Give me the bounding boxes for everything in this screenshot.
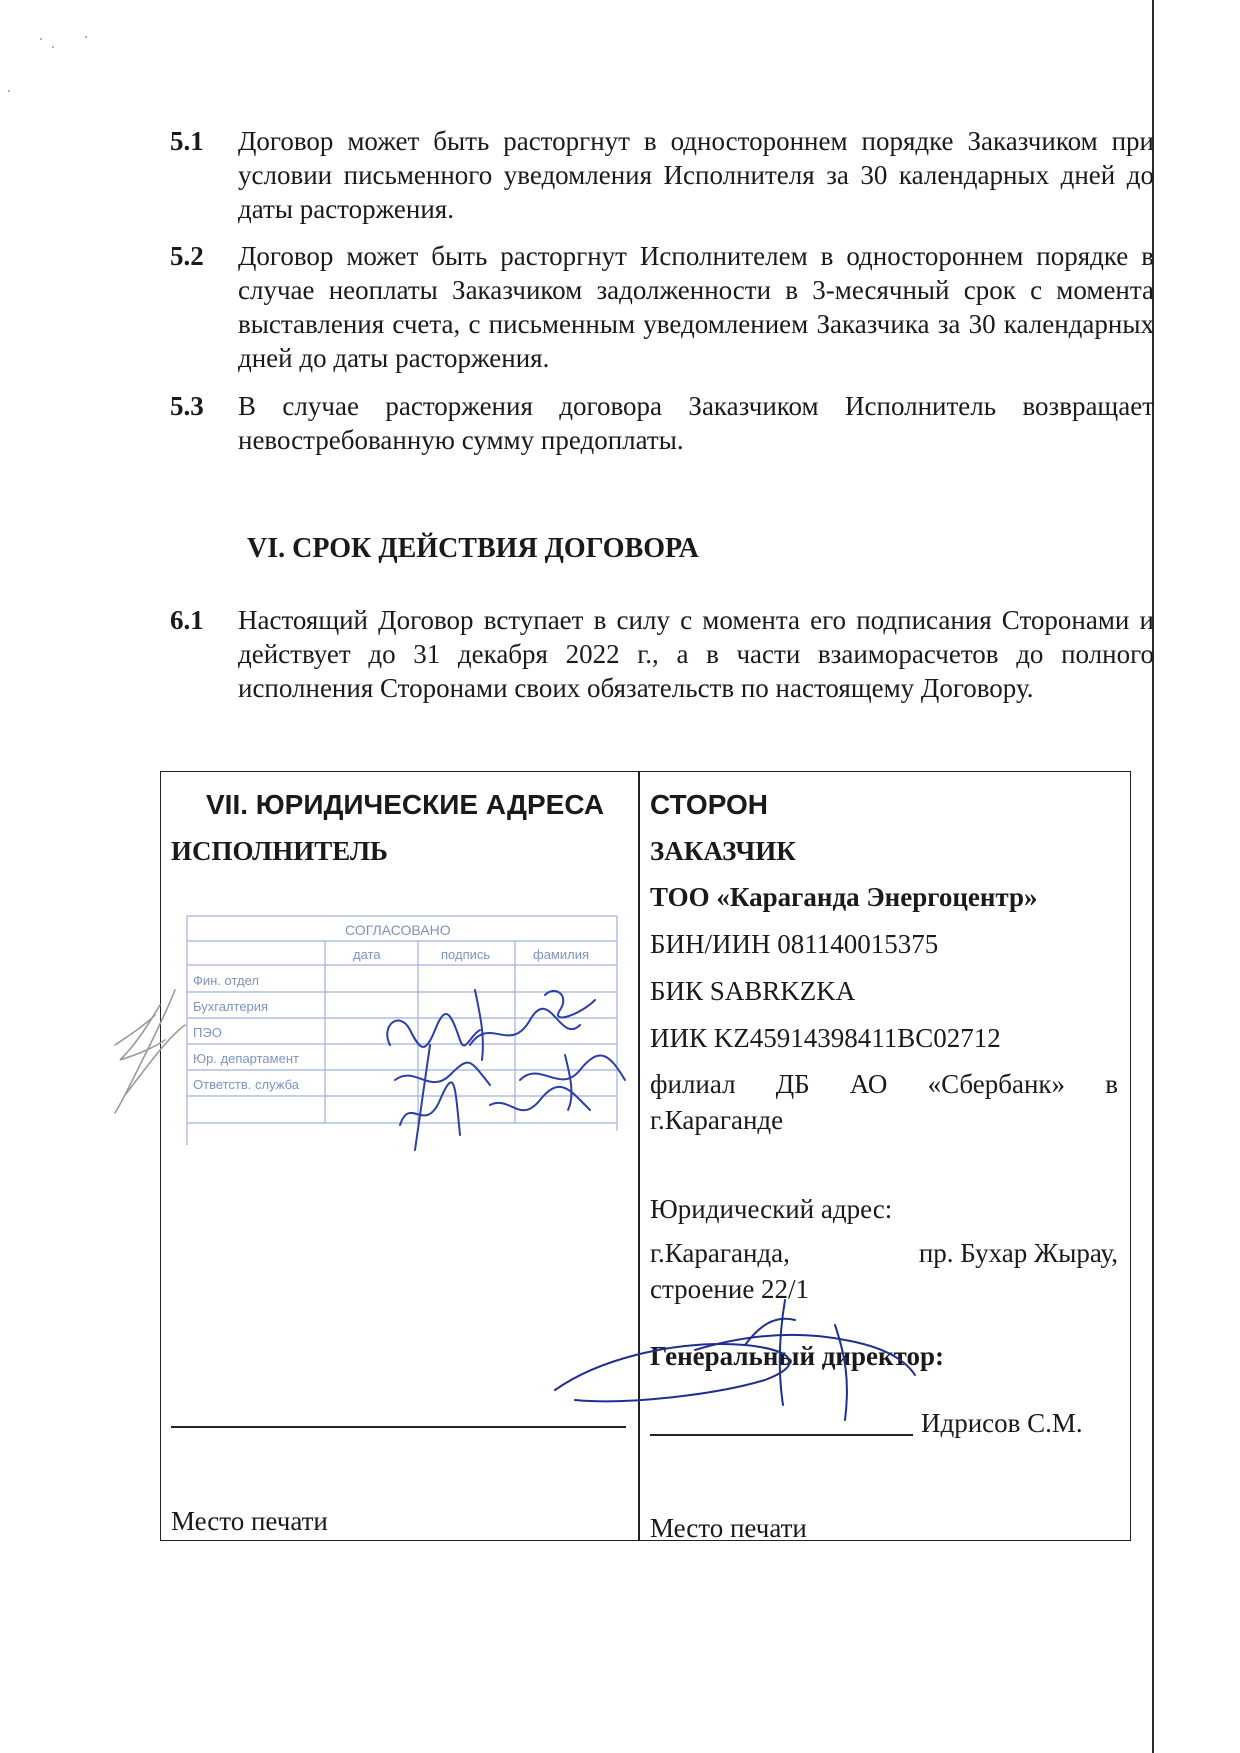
stamp-row: Фин. отдел xyxy=(193,973,259,988)
scan-speck xyxy=(52,46,54,48)
legal-addresses-table xyxy=(160,771,1131,1541)
handwritten-signatures xyxy=(370,985,640,1155)
bank-word: «Сбербанк» xyxy=(927,1069,1066,1099)
stamp-column: фамилия xyxy=(533,947,590,962)
addresses-title-left: VII. ЮРИДИЧЕСКИЕ АДРЕСА xyxy=(206,789,605,820)
stamp-row: ПЭО xyxy=(193,1025,222,1040)
scan-speck xyxy=(40,38,42,40)
bank-word: АО xyxy=(849,1069,888,1099)
stamp-column: дата xyxy=(353,947,381,962)
stamp-row: Бухгалтерия xyxy=(193,999,269,1014)
clause-number: 6.1 xyxy=(170,605,204,635)
stamp-title: СОГЛАСОВАНО xyxy=(345,922,451,938)
executor-label: ИСПОЛНИТЕЛЬ xyxy=(171,836,388,866)
clause-number: 5.2 xyxy=(170,241,204,271)
customer-address-label: Юридический адрес: xyxy=(650,1194,893,1224)
director-name: Идрисов С.М. xyxy=(921,1408,1083,1438)
stamp-row: Юр. департамент xyxy=(193,1051,299,1066)
scan-speck xyxy=(8,90,10,92)
clause-text: Настоящий Договор вступает в силу с момента его подписания Сторонами и действует до 31 декабря 2022 г., а в части взаиморасчетов до полного исполнения Сторонами своих обязательств по настоящему Договору. xyxy=(238,605,1154,703)
clause-number: 5.3 xyxy=(170,391,204,421)
customer-bank-city: г.Караганде xyxy=(650,1105,784,1135)
stamp-column: подпись xyxy=(441,947,491,962)
customer-label: ЗАКАЗЧИК xyxy=(650,836,796,866)
clause-text: Договор может быть расторгнут Исполнителем в одностороннем порядке в случае неоплаты Заказчиком задолженности в 3-месячный срок с момента выставления счета, с письменным уведомлением Заказчика за 30 календарных дней до даты расторжения. xyxy=(238,241,1154,373)
clause-text: В случае расторжения договора Заказчиком Исполнитель возвращает невостребованную сумму предоплаты. xyxy=(238,391,1154,455)
bank-word: филиал xyxy=(650,1069,736,1099)
bank-word: в xyxy=(1105,1069,1118,1099)
pencil-scribble xyxy=(105,985,195,1115)
customer-company: ТОО «Караганда Энергоцентр» xyxy=(650,882,1038,912)
clause-number: 5.1 xyxy=(170,126,204,156)
director-signature xyxy=(545,1295,925,1425)
address-city: г.Караганда, xyxy=(650,1238,790,1268)
bank-word: ДБ xyxy=(775,1069,810,1099)
customer-bik: БИК SABRKZKA xyxy=(650,976,856,1006)
address-street: пр. Бухар Жырау, xyxy=(918,1238,1118,1268)
customer-address-line xyxy=(650,1238,1118,1269)
scan-speck xyxy=(85,36,87,38)
customer-signature-line xyxy=(650,1434,913,1436)
clause-text: Договор может быть расторгнут в одностороннем порядке Заказчиком при условии письменного уведомления Исполнителя за 30 календарных дней до даты расторжения. xyxy=(238,126,1154,224)
addresses-title-right: СТОРОН xyxy=(650,789,769,820)
customer-address-building: строение 22/1 xyxy=(650,1274,810,1304)
customer-bank-line xyxy=(650,1069,1118,1100)
section-title: VI. СРОК ДЕЙСТВИЯ ДОГОВОРА xyxy=(247,533,699,564)
customer-stamp-place: Место печати xyxy=(650,1513,807,1543)
executor-stamp-place: Место печати xyxy=(171,1506,328,1536)
stamp-row: Ответств. служба xyxy=(193,1077,299,1092)
director-label: Генеральный директор: xyxy=(650,1341,944,1371)
executor-signature-line xyxy=(171,1426,626,1428)
customer-bin: БИН/ИИН 081140015375 xyxy=(650,929,939,959)
customer-iik: ИИК KZ45914398411BC02712 xyxy=(650,1023,1001,1053)
